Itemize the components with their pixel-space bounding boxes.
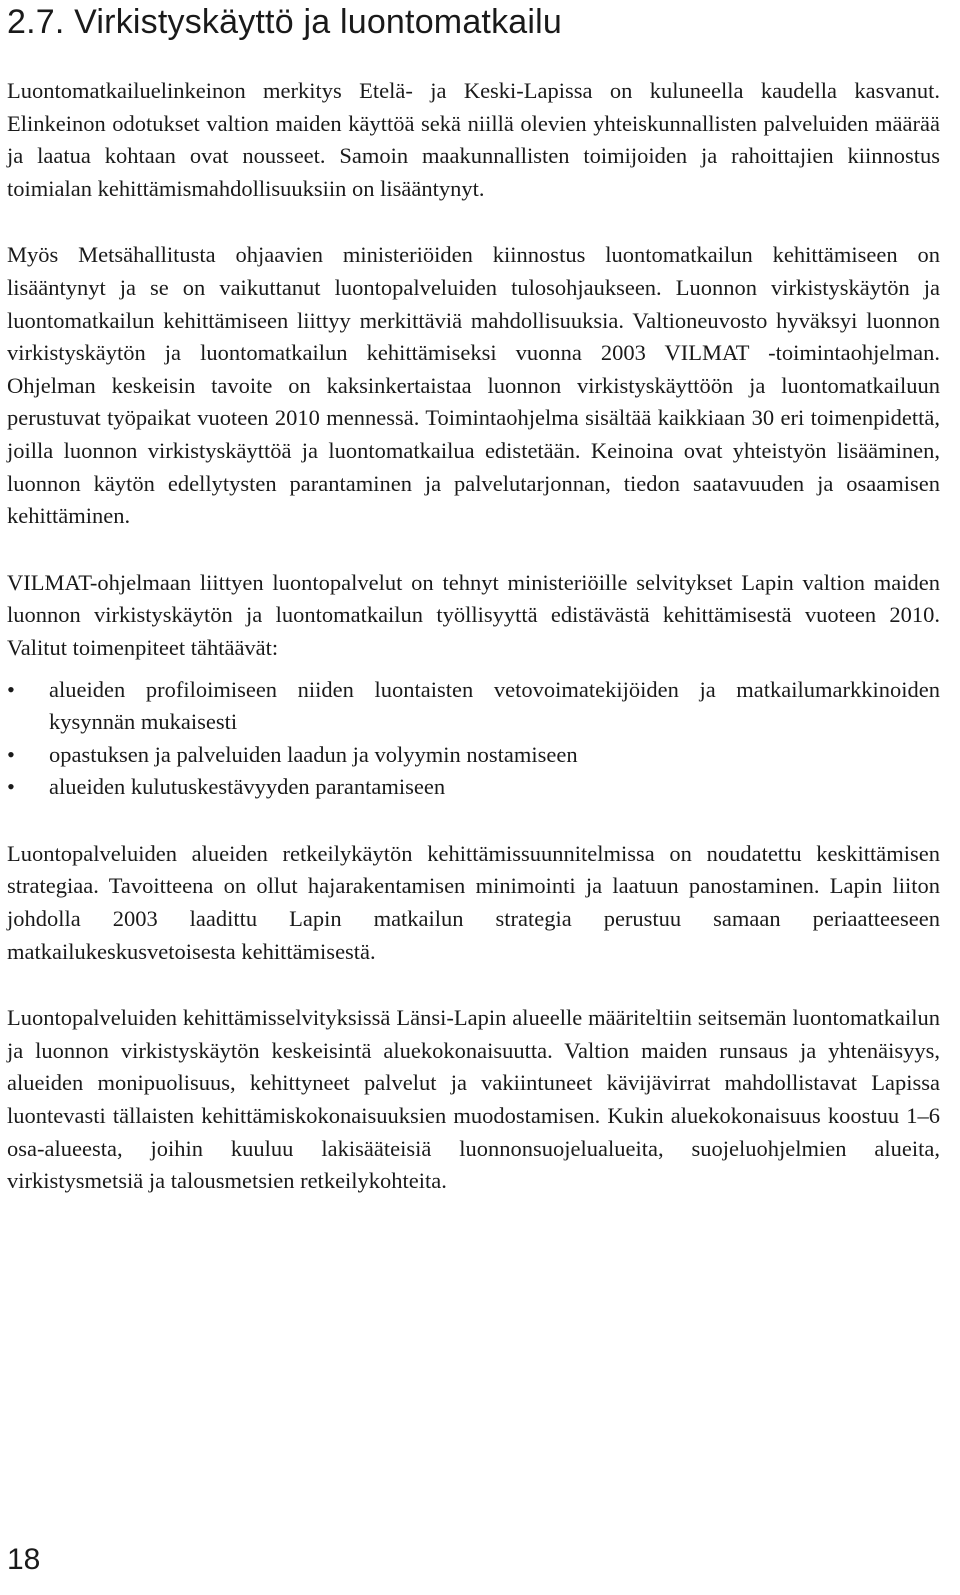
page-number: 18 [7,1543,41,1576]
list-item-text: opastuksen ja palveluiden laadun ja volyymin nostamiseen [49,741,578,767]
bullet-icon: • [7,741,15,767]
list-item [7,739,940,772]
list-item [7,674,940,739]
paragraph-strategy: Luontopalveluiden alueiden retkeilykäytön kehittämissuunnitelmissa on noudatettu keskittämisen strategiaa. Tavoitteena on ollut hajarakentamisen minimointi ja laatuun panostaminen. Lapin liiton johdolla 2003 laadittu Lapin matkailun strategia perustuu samaan periaatteeseen matkailukeskusvetoisesta kehittämisestä. [7,840,940,964]
paragraph-intro: Luontomatkailuelinkeinon merkitys Etelä- ja Keski-Lapissa on kuluneella kaudella kasvanut. Elinkeinon odotukset valtion maiden käyttöä sekä niillä olevien yhteiskunnallisten palveluiden määrää ja laatua kohtaan ovat nousseet. Samoin maakunnallisten toimijoiden ja rahoittajien kiinnostus toimialan kehittämismahdollisuuksiin on lisääntynyt. [7,78,940,201]
bullet-icon: • [7,774,15,800]
document-page [7,0,940,1198]
list-item [7,771,940,804]
paragraph-areas: Luontopalveluiden kehittämisselvityksissä Länsi-Lapin alueelle määriteltiin seitsemän luontomatkailun ja luonnon virkistyskäytön keskeisintä aluekokonaisuutta. Valtion maiden runsaus ja yhtenäisyys, alueiden monipuolisuus, kehittyneet palvelut ja vakiintuneet kävijävirrat mahdollistavat Lapissa luontevasti tällaisten kehittämiskokonaisuuksien muodostamisen. Kukin aluekokonaisuus koostuu 1–6 osa-alueesta, joihin kuuluu lakisääteisiä luonnonsuojelualueita, suojeluohjelmien alueita, virkistysmetsiä ja talousmetsien retkeilykohteita. [7,1005,940,1194]
section-heading: 2.7. Virkistyskäyttö ja luontomatkailu [7,3,563,41]
measures-list [7,674,940,804]
bullet-icon: • [7,676,15,702]
paragraph-vilmat: VILMAT-ohjelmaan liittyen luontopalvelut on tehnyt ministeriöille selvitykset Lapin valtion maiden luonnon virkistyskäytön ja luontomatkailun työllisyyttä edistävästä kehittämisestä vuoteen 2010. Valitut toimenpiteet tähtäävät: [7,569,940,660]
list-item-text: alueiden kulutuskestävyyden parantamiseen [49,774,446,800]
list-item-text: alueiden profiloimiseen niiden luontaisten vetovoimatekijöiden ja matkailumarkkinoiden kysynnän mukaisesti [49,676,940,735]
paragraph-ministries: Myös Metsähallitusta ohjaavien ministeriöiden kiinnostus luontomatkailun kehittämiseen on lisääntynyt ja se on vaikuttanut luontopalveluiden tulosohjaukseen. Luonnon virkistyskäytön ja luontomatkailun kehittämiseen liittyy merkittäviä mahdollisuuksia. Valtioneuvosto hyväksyi luonnon virkistyskäytön ja luontomatkailun kehittämiseksi vuonna 2003 VILMAT -toimintaohjelman. Ohjelman keskeisin tavoite on kaksinkertaistaa luonnon virkistyskäyttöön ja luontomatkailuun perustuvat työpaikat vuoteen 2010 mennessä. Toimintaohjelma sisältää kaikkiaan 30 eri toimenpidettä, joilla luonnon virkistyskäyttöä ja luontomatkailua edistetään. Keinoina ovat yhteistyön lisääminen, luonnon käytön edellytysten parantaminen ja palvelutarjonnan, tiedon saatavuuden ja osaamisen kehittäminen. [7,242,940,529]
